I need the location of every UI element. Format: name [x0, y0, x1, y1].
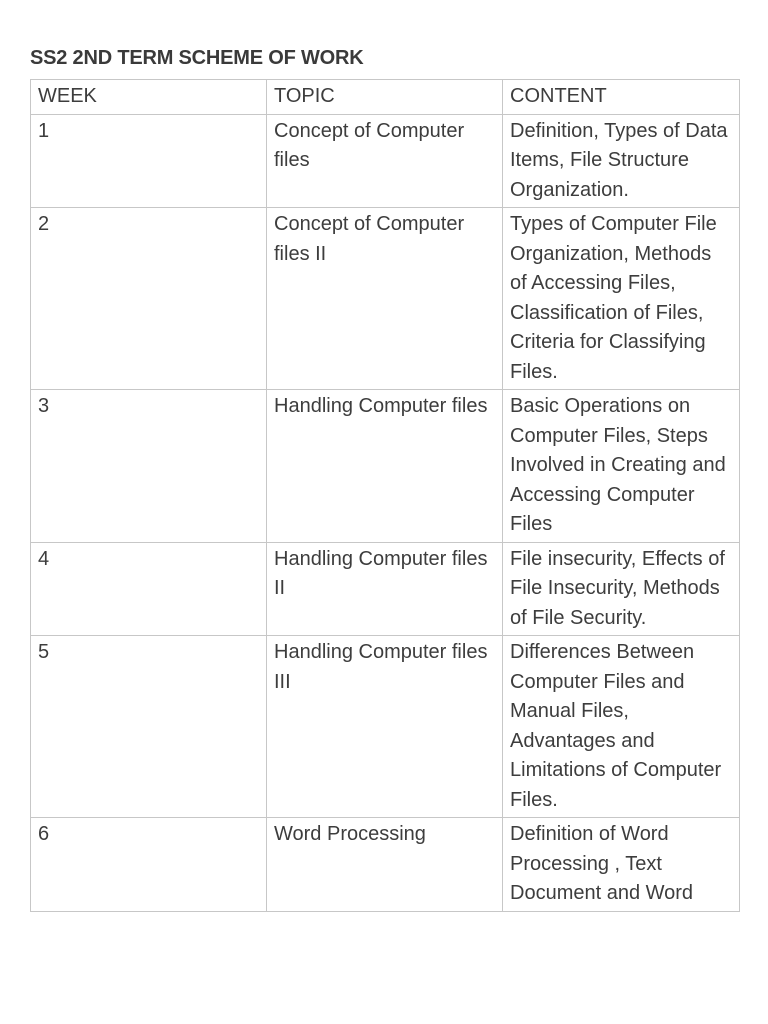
header-week: WEEK: [31, 80, 267, 115]
page-title: SS2 2ND TERM SCHEME OF WORK: [30, 47, 364, 69]
header-topic: TOPIC: [267, 80, 503, 115]
table-row: [31, 636, 740, 818]
scheme-table-container: [30, 79, 740, 961]
topic-cell: Handling Computer files: [267, 390, 503, 543]
table-header-row: [31, 80, 740, 115]
week-cell: 5: [31, 636, 267, 818]
content-cell: Definition of Word Processing , Text Document and Word: [503, 818, 740, 912]
content-cell: File insecurity, Effects of File Insecurity, Methods of File Security.: [503, 542, 740, 636]
table-row: [31, 818, 740, 912]
header-content: CONTENT: [503, 80, 740, 115]
topic-cell: Concept of Computer files II: [267, 208, 503, 390]
week-cell: 6: [31, 818, 267, 912]
content-cell: Definition, Types of Data Items, File Structure Organization.: [503, 114, 740, 208]
table-row: [31, 390, 740, 543]
table-row: [31, 114, 740, 208]
content-cell: Differences Between Computer Files and Manual Files, Advantages and Limitations of Computer Files.: [503, 636, 740, 818]
topic-cell: Handling Computer files II: [267, 542, 503, 636]
week-cell: 1: [31, 114, 267, 208]
topic-cell: Handling Computer files III: [267, 636, 503, 818]
topic-cell: Word Processing: [267, 818, 503, 912]
content-cell: Types of Computer File Organization, Methods of Accessing Files, Classification of Files, Criteria for Classifying Files.: [503, 208, 740, 390]
week-cell: 2: [31, 208, 267, 390]
week-cell: 4: [31, 542, 267, 636]
topic-cell: Concept of Computer files: [267, 114, 503, 208]
table-row: [31, 208, 740, 390]
content-cell: Basic Operations on Computer Files, Steps Involved in Creating and Accessing Computer Files: [503, 390, 740, 543]
scheme-table: [30, 79, 740, 912]
week-cell: 3: [31, 390, 267, 543]
table-row: [31, 542, 740, 636]
